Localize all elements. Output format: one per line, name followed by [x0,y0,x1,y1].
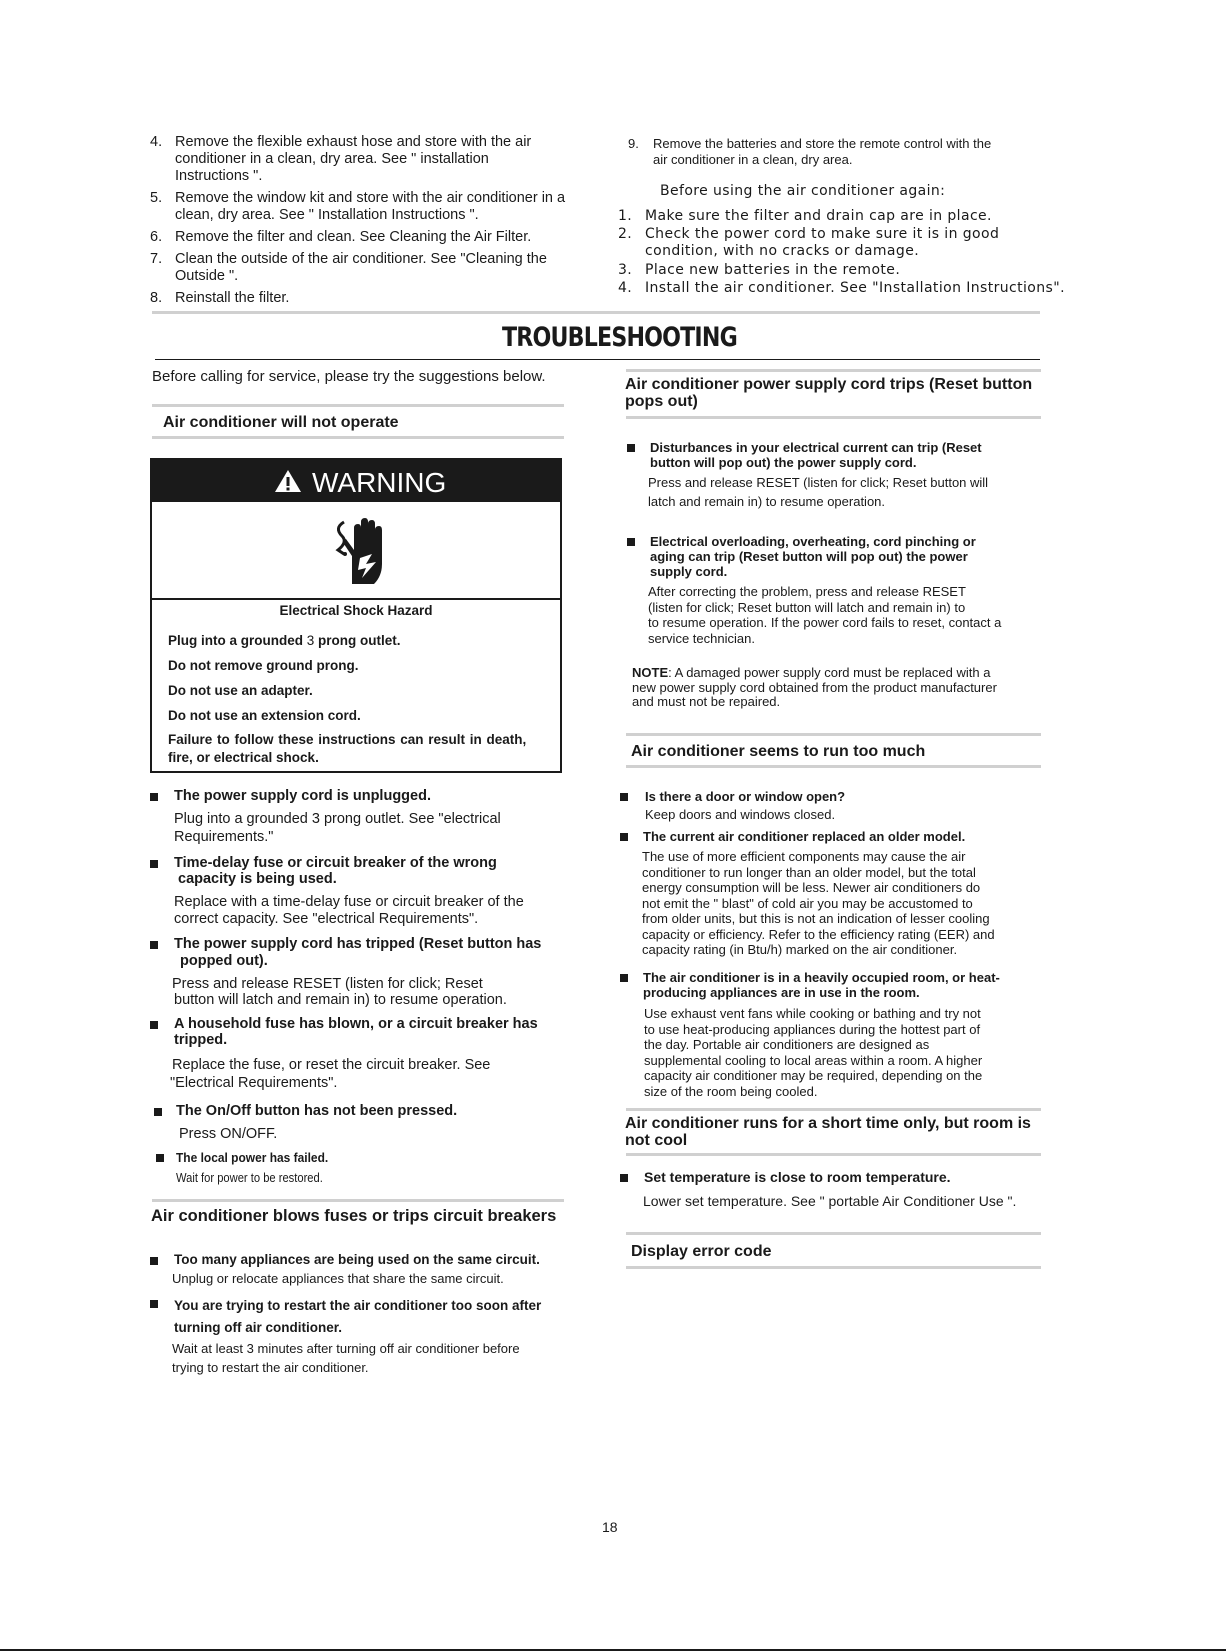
note: NOTE: A damaged power supply cord must be replaced with a new power supply cord obtained from the product manufacturer and must not be repaired. [632,665,997,709]
section-heading: Air conditioner power supply cord trips (Reset button pops out) [625,376,1033,410]
page-number: 18 [602,1519,618,1535]
electric-shock-hand-icon [330,514,390,586]
bullet-icon [150,1257,158,1265]
divider [626,1153,1041,1156]
warning-header [152,460,560,502]
section-heading: Air conditioner runs for a short time only, but room is not cool [625,1115,1031,1149]
divider [152,436,564,439]
divider [626,1266,1041,1269]
warning-instructions: Plug into a grounded 3 prong outlet. Do not remove ground prong. Do not use an adapter. Do not use an extension cord. Failure to follow these instructions can result in death, fire, or electrical shock. [168,633,527,765]
section-heading: Air conditioner blows fuses or trips circuit breakers [151,1207,557,1225]
bullet-icon [627,444,635,452]
divider [626,733,1041,736]
hazard-title: Electrical Shock Hazard [279,603,433,618]
hazard-icon-area [152,502,560,600]
divider [626,1108,1041,1111]
divider [626,765,1041,768]
bullet-icon [150,941,158,949]
bullet-icon [627,538,635,546]
bullet-icon [620,833,628,841]
bullet-icon [150,860,158,868]
bullet-icon [150,793,158,801]
divider [626,369,1041,372]
warning-triangle-icon [274,469,302,493]
warning-label: WARNING [312,467,447,498]
divider [152,404,564,407]
section-heading: Air conditioner will not operate [163,414,399,431]
bullet-icon [620,1174,628,1182]
bullet-icon [620,793,628,801]
intro-text: Before calling for service, please try the suggestions below. [152,368,546,385]
bullet-icon [620,974,628,982]
section-heading: Display error code [631,1243,772,1260]
section-heading: Air conditioner seems to run too much [631,743,926,760]
title-rule [155,359,1040,360]
divider [626,1232,1041,1235]
page-title: TROUBLESHOOTING [502,322,737,353]
bullet-icon [154,1108,162,1116]
divider [626,416,1041,419]
bullet-icon [156,1154,164,1162]
bullet-icon [150,1021,158,1029]
bullet-icon [150,1300,158,1308]
before-heading: Before using the air conditioner again: [660,183,946,199]
divider [152,1199,564,1202]
divider [152,311,1040,314]
warning-box [150,458,562,773]
